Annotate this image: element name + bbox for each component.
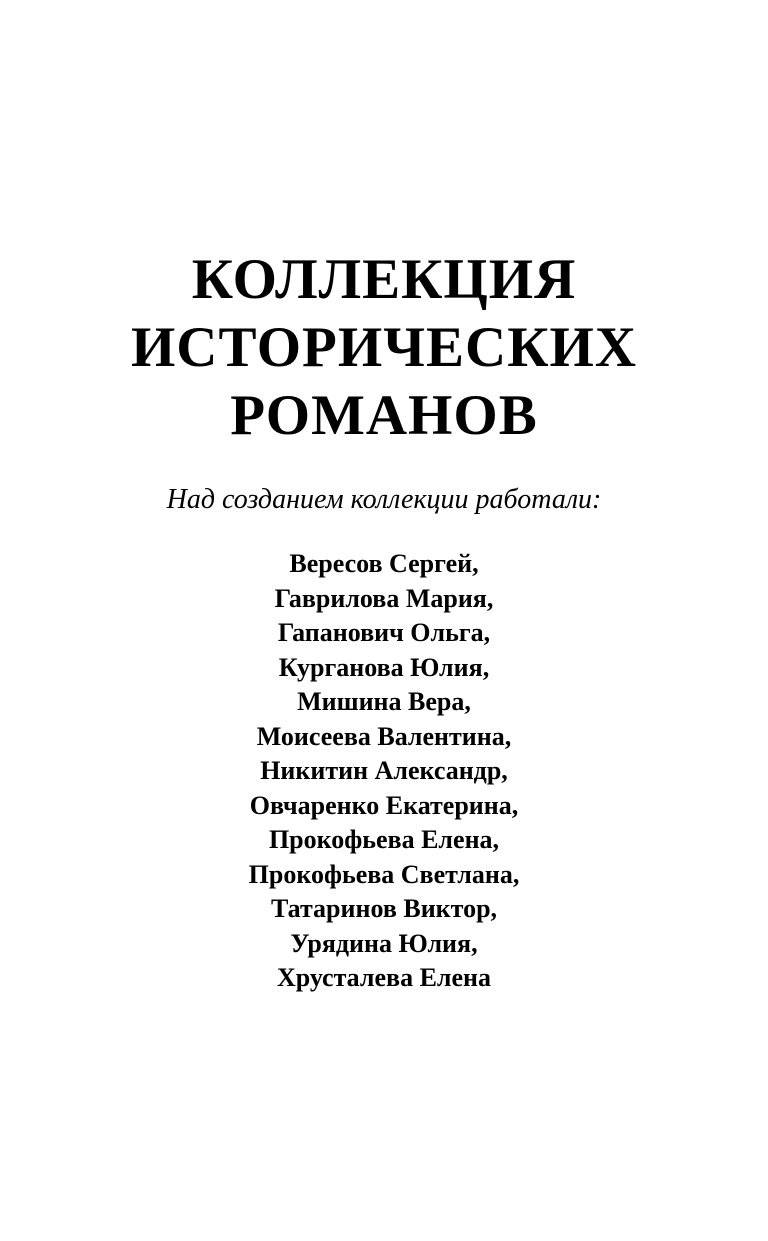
contributor-name: Татаринов Виктор, [270, 894, 498, 923]
contributor-name: Урядина Юлия, [290, 928, 478, 958]
contributor-name: Курганова Юлия, [278, 652, 490, 682]
contributor-name: Мишина Вера, [297, 687, 471, 716]
contributor-name: Прокофьева Светлана, [248, 859, 520, 889]
contributor-list [0, 547, 768, 996]
contributor-name: Никитин Александр, [260, 756, 508, 785]
credits-heading: Над созданием коллекции работали: [166, 484, 602, 515]
contributor-name: Моисеева Валентина, [256, 721, 512, 751]
page-title [0, 246, 768, 450]
title-line: РОМАНОВ [230, 384, 538, 447]
contributor-name: Гапанович Ольга, [277, 618, 491, 647]
title-line: ИСТОРИЧЕСКИХ [130, 316, 638, 379]
contributor-name: Вересов Сергей, [289, 549, 479, 578]
contributor-name: Хрусталева Елена [276, 963, 492, 992]
title-line: КОЛЛЕКЦИЯ [191, 248, 577, 311]
contributor-name: Прокофьева Елена, [268, 825, 500, 854]
contributor-name: Гаврилова Мария, [274, 583, 494, 613]
contributor-name: Овчаренко Екатерина, [249, 790, 519, 820]
